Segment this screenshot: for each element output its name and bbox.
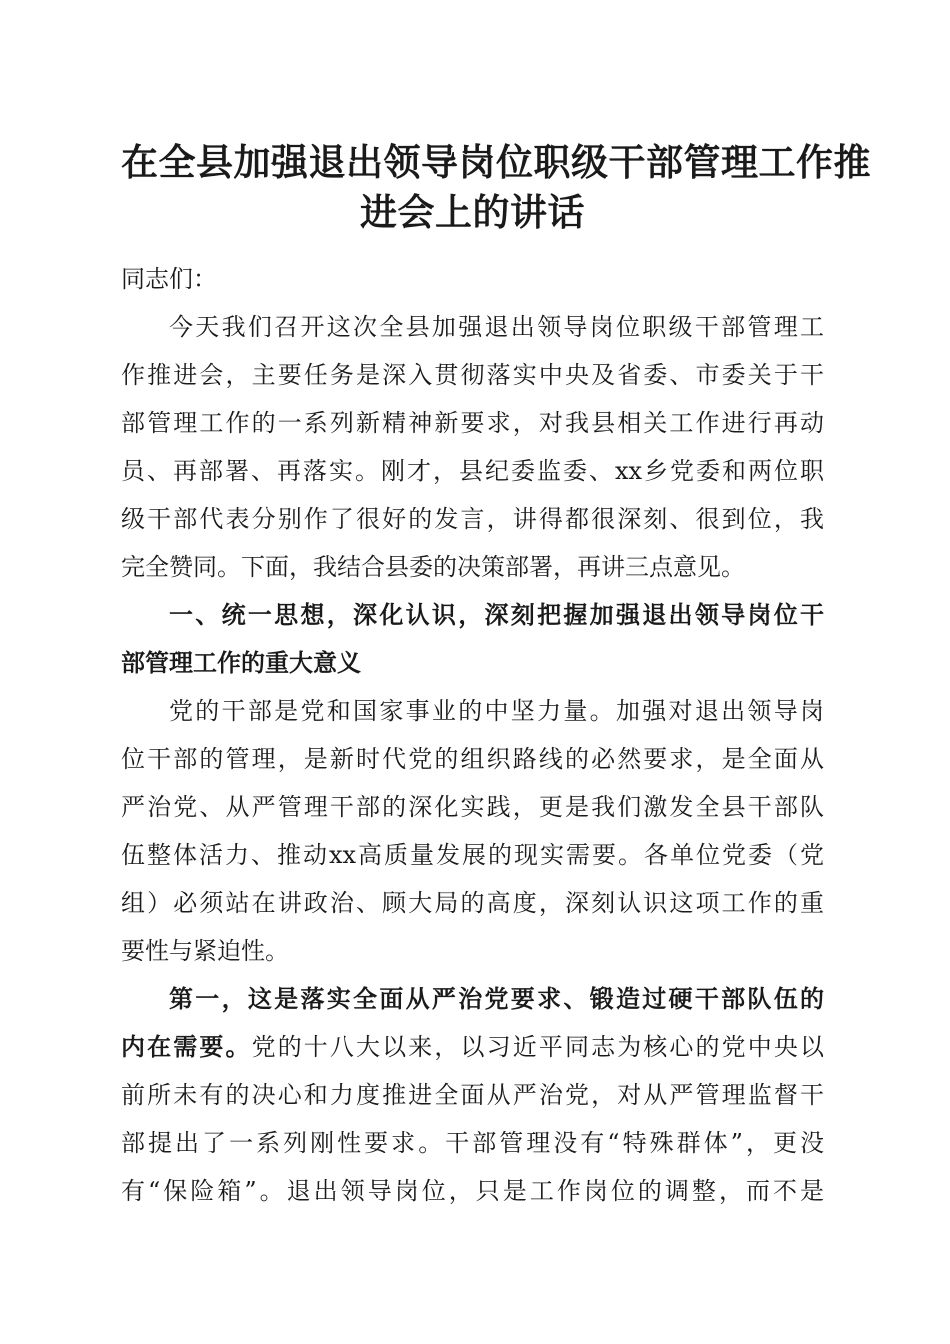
title-line-1: 在全县加强退出领导岗位职级干部管理工作推 (121, 140, 871, 184)
section-heading-1 (121, 591, 824, 687)
heading-line: 一、统一思想，深化认识，深刻把握加强退出领导岗位干 (169, 601, 824, 629)
document-page (121, 0, 871, 1205)
text-line: 伍整体活力、推动xx高质量发展的现实需要。各单位党委（党 (121, 841, 824, 869)
text-line: 前所未有的决心和力度推进全面从严治党，对从严管理监督干 (121, 1081, 824, 1109)
text-line: 部提出了一系列刚性要求。干部管理没有“特殊群体”，更没 (121, 1129, 824, 1157)
paragraph-intro (121, 303, 824, 591)
text-line: 组）必须站在讲政治、顾大局的高度，深刻认识这项工作的重 (121, 889, 824, 917)
text-line: 部管理工作的一系列新精神新要求，对我县相关工作进行再动 (121, 409, 824, 437)
text-line: 位干部的管理，是新时代党的组织路线的必然要求，是全面从 (121, 745, 824, 773)
text-line: 员、再部署、再落实。刚才，县纪委监委、xx乡党委和两位职 (121, 457, 824, 485)
text-span: 党的十八大以来，以习近平同志为核心的党中央以 (251, 1033, 824, 1061)
paragraph-section-1 (121, 687, 824, 975)
text-line: 严治党、从严管理干部的深化实践，更是我们激发全县干部队 (121, 793, 824, 821)
text-line: 完全赞同。下面，我结合县委的决策部署，再讲三点意见。 (121, 553, 745, 581)
text-line: 党的干部是党和国家事业的中坚力量。加强对退出领导岗 (169, 697, 824, 725)
salutation: 同志们： (121, 265, 217, 293)
document-body (121, 255, 824, 1215)
bold-lead-line: 第一，这是落实全面从严治党要求、锻造过硬干部队伍的 (169, 984, 824, 1013)
text-line: 作推进会，主要任务是深入贯彻落实中央及省委、市委关于干 (121, 361, 824, 389)
text-line: 今天我们召开这次全县加强退出领导岗位职级干部管理工 (169, 313, 824, 341)
heading-line: 部管理工作的重大意义 (121, 649, 361, 677)
title-line-2: 进会上的讲话 (360, 190, 585, 234)
bold-lead-text: 内在需要。 (121, 1032, 252, 1061)
text-line: 级干部代表分别作了很好的发言，讲得都很深刻、很到位，我 (121, 505, 824, 533)
text-line: 有“保险箱”。退出领导岗位，只是工作岗位的调整，而不是 (121, 1177, 824, 1205)
paragraph-point-1 (121, 975, 824, 1215)
text-line (121, 1023, 824, 1071)
text-line: 要性与紧迫性。 (121, 937, 289, 965)
document-title (121, 137, 871, 237)
